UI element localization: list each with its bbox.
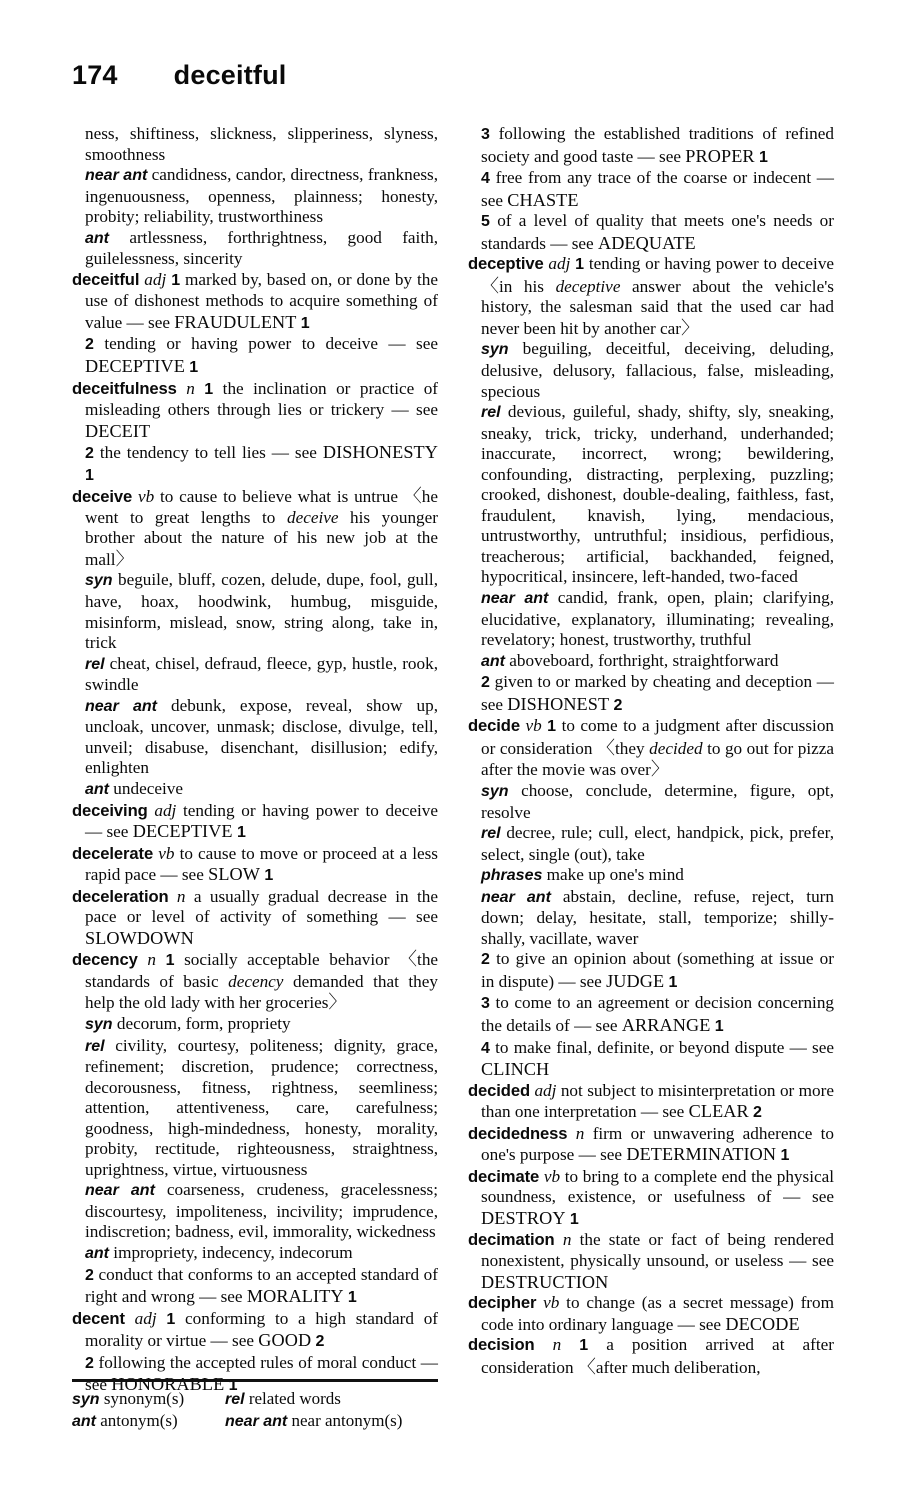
cross-reference: FRAUDULENT: [174, 311, 297, 332]
cross-reference: CLINCH: [481, 1059, 550, 1080]
sense-number: 1: [165, 952, 175, 970]
part-of-speech: vb: [158, 843, 175, 863]
headword: deceive: [72, 487, 133, 507]
cross-reference-sense-number: 1: [668, 973, 678, 991]
headword: decided: [468, 1080, 531, 1100]
entry-deceptive: deceptive adj 1 tending or having power to deceive 〈in his deceptive answer about the vehicle's history, the salesman said that the used car had never been hit by another car〉: [468, 254, 835, 338]
entry-decision: decision n 1 a position arrived at after consideration 〈after much deliberation,: [468, 1335, 835, 1377]
label-phrases: phrases: [481, 867, 543, 885]
label-near-ant: near ant: [85, 697, 157, 715]
label-line-ant: ant aboveboard, forthright, straightforward: [481, 650, 779, 670]
sense-number: 1: [547, 718, 557, 736]
label-line-syn: syn beguile, bluff, cozen, delude, dupe, fool, gull, have, hoax, hoodwink, humbug, misguide, misinform, mislead, snow, string along, take in, trick: [85, 570, 438, 653]
sense-line: 4 free from any trace of the coarse or indecent — see CHASTE: [481, 168, 834, 210]
label-near-ant: near ant: [481, 590, 549, 608]
example-open-bracket: 〈: [481, 275, 499, 296]
example-keyword: decency: [228, 971, 284, 991]
cross-reference: SLOW: [208, 864, 261, 885]
sense-line: 2 to give an opinion about (something at issue or in dispute) — see JUDGE 1: [481, 949, 834, 991]
sense-number: 2: [85, 1266, 94, 1284]
entry-decidedness: decidedness n firm or unwavering adherence to one's purpose — see DETERMINATION 1: [468, 1123, 835, 1165]
label-line-near-ant: near ant coarseness, crudeness, gracelessness; discourtesy, impoliteness, incivility; imprudence, indiscretion; badness, evil, immorality, wickedness: [85, 1180, 438, 1242]
sense-line: 2 the tendency to tell lies — see DISHONESTY 1: [85, 442, 439, 484]
label-syn: syn: [85, 1015, 113, 1033]
cross-reference: DESTRUCTION: [481, 1271, 609, 1292]
sense-number: 5: [481, 213, 490, 231]
part-of-speech: vb: [525, 716, 542, 736]
example-close-bracket: 〉: [328, 992, 347, 1013]
example-close-bracket: 〉: [650, 759, 669, 780]
legend-label: near ant: [225, 1413, 288, 1430]
entry-deceitfulness: deceitfulness n 1 the inclination or practice of misleading others through lies or trickery — see DECEIT: [72, 378, 439, 441]
entry-decided: decided adj not subject to misinterpretation or more than one interpretation — see CLEAR 2: [468, 1080, 834, 1122]
legend-cell: ant antonym(s): [72, 1411, 178, 1430]
part-of-speech: adj: [548, 254, 571, 274]
entry-decipher: decipher vb to change (as a secret message) from code into ordinary language — see DECODE: [468, 1293, 834, 1334]
sense-line: 5 of a level of quality that meets one's needs or standards — see ADEQUATE: [481, 211, 834, 253]
part-of-speech: n: [562, 1230, 572, 1250]
cross-reference: DECEIT: [85, 420, 151, 441]
headword: deceleration: [72, 886, 169, 906]
part-of-speech: n: [176, 886, 186, 906]
entry-deceitful: deceitful adj 1 marked by, based on, or done by the use of dishonest methods to acquire something of value — see FRAUDULENT 1: [72, 269, 439, 332]
label-line-rel: rel cheat, chisel, defraud, fleece, gyp, hustle, rook, swindle: [85, 653, 438, 695]
sense-number: 2: [481, 674, 490, 692]
cross-reference-sense-number: 1: [780, 1147, 790, 1165]
sense-line: 3 to come to an agreement or decision concerning the details of — see ARRANGE 1: [481, 993, 835, 1035]
sense-line: 2 tending or having power to deceive — see DECEPTIVE 1: [85, 334, 438, 377]
cross-reference-sense-number: 1: [714, 1017, 724, 1035]
entry-decelerate: decelerate vb to cause to move or proceed at a less rapid pace — see SLOW 1: [72, 843, 439, 885]
label-rel: rel: [85, 655, 105, 673]
headword: decision: [468, 1335, 535, 1355]
sense-number: 1: [166, 1310, 176, 1328]
cross-reference-sense-number: 1: [569, 1210, 579, 1228]
label-near-ant: near ant: [85, 1182, 155, 1200]
headword: deceiving: [72, 800, 148, 820]
example-open-bracket: 〈: [577, 1356, 596, 1377]
cross-reference-sense-number: 1: [85, 466, 94, 484]
continuation-line: ness, shiftiness, slickness, slipperiness, slyness, smoothness: [85, 124, 438, 164]
label-syn: syn: [481, 782, 509, 800]
entry-decent: decent adj 1 conforming to a high standard of morality or virtue — see GOOD 2: [72, 1308, 439, 1351]
label-line-rel: rel civility, courtesy, politeness; dignity, grace, refinement; discretion, prudence; correctness, decorousness, fitness, rightness, seemliness; attention, attentiveness, care, carefulness; goodness, high-mindedness, honesty, morality, probity, rectitude, righteousness, straightness, uprightness, virtue, virtuousness: [85, 1035, 438, 1179]
legend-row: [72, 1388, 444, 1410]
label-rel: rel: [481, 825, 501, 843]
sense-number: 2: [85, 445, 94, 463]
part-of-speech: adj: [134, 1308, 157, 1328]
legend-label: syn: [72, 1391, 100, 1408]
running-head: [72, 58, 844, 102]
example-keyword: decided: [649, 738, 703, 758]
example-close-bracket: 〉: [680, 317, 699, 338]
column-right: [468, 124, 834, 1378]
part-of-speech: adj: [534, 1080, 557, 1100]
cross-reference: DECEPTIVE: [132, 821, 233, 842]
entry-decimation: decimation n the state or fact of being rendered nonexistent, physically unsound, or useless — see DESTRUCTION: [468, 1230, 835, 1292]
sense-number: 2: [85, 1354, 94, 1372]
sense-line: 3 following the established traditions of refined society and good taste — see PROPER 1: [481, 124, 834, 166]
label-line-near-ant: near ant candidness, candor, directness, frankness, ingenuousness, openness, plainness; honesty, probity; reliability, trustworthiness: [85, 165, 438, 227]
label-rel: rel: [85, 1037, 105, 1055]
column-left: [72, 124, 438, 1397]
cross-reference-sense-number: 1: [236, 824, 246, 842]
headword: deceptive: [468, 254, 544, 274]
label-line-syn: syn choose, conclude, determine, figure, opt, resolve: [481, 780, 834, 822]
label-line-syn: syn decorum, form, propriety: [85, 1013, 291, 1033]
example-keyword: deceive: [286, 507, 339, 527]
cross-reference-sense-number: 1: [347, 1289, 357, 1307]
cross-reference: DECODE: [725, 1313, 800, 1334]
label-line-phrases: phrases make up one's mind: [481, 865, 684, 885]
legend-cell: rel related words: [225, 1389, 341, 1408]
label-line-ant: ant impropriety, indecency, indecorum: [85, 1242, 353, 1262]
entry-deceive: deceive vb to cause to believe what is untrue 〈he went to great lengths to deceive his younger brother about the nature of his new job at the mall〉: [72, 486, 438, 569]
headword: deceitfulness: [72, 378, 177, 398]
legend-cell: syn synonym(s): [72, 1389, 185, 1408]
sense-number: 1: [579, 1337, 589, 1355]
headword: decelerate: [72, 843, 154, 863]
label-line-near-ant: near ant candid, frank, open, plain; clarifying, elucidative, explanatory, illuminating; revealing, revelatory; honest, trustworthy, truthful: [481, 588, 834, 650]
label-syn: syn: [85, 572, 113, 590]
cross-reference: DETERMINATION: [626, 1144, 777, 1165]
sense-line: 2 given to or marked by cheating and deception — see DISHONEST 2: [481, 672, 834, 714]
cross-reference: CLEAR: [688, 1101, 749, 1122]
headword: decency: [72, 950, 138, 970]
label-ant: ant: [85, 780, 109, 798]
legend-cell: near ant near antonym(s): [225, 1411, 403, 1430]
example-keyword: deceptive: [555, 276, 621, 296]
example-open-bracket: 〈: [403, 486, 422, 507]
entry-deceleration: deceleration n a usually gradual decrease in the pace or level of activity of something — see SLOWDOWN: [72, 886, 438, 948]
label-rel: rel: [481, 404, 501, 422]
sense-line: 2 conduct that conforms to an accepted standard of right and wrong — see MORALITY 1: [85, 1264, 438, 1307]
cross-reference-sense-number: 2: [753, 1104, 762, 1122]
label-ant: ant: [85, 1244, 109, 1262]
sense-line: 2 following the accepted rules of moral conduct — see HONORABLE 1: [85, 1352, 438, 1395]
cross-reference: DISHONEST: [507, 693, 610, 714]
sense-number: 1: [204, 380, 214, 398]
cross-reference-sense-number: 1: [228, 1377, 238, 1395]
sense-number: 1: [171, 271, 181, 289]
cross-reference: ADEQUATE: [597, 232, 696, 253]
part-of-speech: adj: [144, 269, 167, 289]
label-line-rel: rel decree, rule; cull, elect, handpick, pick, prefer, select, single (out), take: [481, 823, 834, 864]
cross-reference: JUDGE: [606, 970, 665, 991]
cross-reference: DISHONESTY: [322, 442, 439, 463]
sense-line: 4 to make final, definite, or beyond dispute — see CLINCH: [481, 1037, 834, 1080]
label-line-near-ant: near ant abstain, decline, refuse, reject, turn down; delay, hesitate, stall, temporize; shilly-shally, vacillate, waver: [481, 886, 834, 948]
headword: decipher: [468, 1293, 537, 1313]
label-near-ant: near ant: [481, 888, 551, 906]
cross-reference-sense-number: 1: [758, 148, 768, 166]
label-ant: ant: [85, 229, 109, 247]
part-of-speech: vb: [543, 1166, 561, 1186]
entry-decimate: decimate vb to bring to a complete end the physical soundness, existence, or usefulness of — see DESTROY 1: [468, 1166, 835, 1228]
headword: decide: [468, 716, 520, 736]
part-of-speech: n: [147, 950, 156, 970]
label-line-near-ant: near ant debunk, expose, reveal, show up, uncloak, uncover, unmask; disclose, divulge, tell, unveil; disabuse, disenchant, disillusion; edify, enlighten: [85, 695, 439, 778]
headword: decimate: [468, 1166, 540, 1186]
cross-reference: DECEPTIVE: [85, 356, 185, 377]
cross-reference-sense-number: 2: [613, 696, 623, 714]
label-near-ant: near ant: [85, 167, 148, 185]
cross-reference-sense-number: 1: [300, 314, 310, 332]
part-of-speech: vb: [543, 1293, 560, 1313]
page-number: 174: [72, 60, 118, 90]
headword: decimation: [468, 1230, 555, 1250]
entry-decide: decide vb 1 to come to a judgment after discussion or consideration 〈they decided to go out for pizza after the movie was over〉: [468, 716, 835, 780]
entry-deceiving: deceiving adj tending or having power to deceive — see DECEPTIVE 1: [72, 800, 438, 842]
cross-reference-sense-number: 1: [189, 359, 199, 377]
cross-reference: HONORABLE: [111, 1374, 225, 1395]
headword: decidedness: [468, 1123, 568, 1143]
label-syn: syn: [481, 341, 509, 359]
part-of-speech: n: [552, 1335, 562, 1355]
headword: deceitful: [72, 269, 140, 289]
part-of-speech: n: [575, 1123, 585, 1143]
headword: decent: [72, 1308, 125, 1328]
running-headword: deceitful: [173, 60, 287, 90]
example-open-bracket: 〈: [596, 737, 615, 758]
entry-decency: decency n 1 socially acceptable behavior 〈the standards of basic decency demanded that they help the old lady with her groceries〉: [72, 949, 439, 1013]
sense-number: 3: [481, 126, 490, 143]
legend-label: rel: [225, 1391, 245, 1408]
cross-reference: GOOD: [258, 1330, 312, 1351]
cross-reference: SLOWDOWN: [85, 927, 194, 948]
sense-number: 1: [575, 256, 585, 274]
sense-number: 2: [481, 951, 490, 969]
part-of-speech: n: [186, 378, 195, 398]
sense-number: 4: [481, 170, 490, 188]
cross-reference-sense-number: 1: [264, 867, 274, 885]
cross-reference-sense-number: 2: [315, 1333, 325, 1351]
cross-reference: ARRANGE: [621, 1014, 711, 1035]
part-of-speech: vb: [137, 487, 155, 507]
label-line-rel: rel devious, guileful, shady, shifty, sly, sneaking, sneaky, trick, tricky, underhand, underhanded; inaccurate, incorrect, wrong; bewildering, confounding, distracting, perplexing, puzzling; crooked, dishonest, double-dealing, faithless, fast, fraudulent, knavish, lying, mendacious, untrustworthy, untruthful; insidious, perfidious, treacherous; artificial, backhanded, feigned, hypocritical, insincere, left-handed, two-faced: [481, 402, 834, 587]
cross-reference: MORALITY: [246, 1286, 344, 1307]
legend-row: [72, 1410, 444, 1432]
sense-number: 3: [481, 995, 490, 1013]
abbreviation-legend: [72, 1388, 444, 1432]
legend-divider: [72, 1379, 438, 1382]
example-close-bracket: 〉: [115, 548, 134, 569]
sense-number: 2: [85, 336, 94, 354]
label-line-ant: ant undeceive: [85, 778, 183, 798]
label-ant: ant: [481, 652, 505, 670]
legend-label: ant: [72, 1413, 96, 1430]
label-line-ant: ant artlessness, forthrightness, good faith, guilelessness, sincerity: [85, 227, 438, 269]
cross-reference: DESTROY: [481, 1207, 566, 1228]
cross-reference: PROPER: [685, 145, 755, 166]
cross-reference: CHASTE: [507, 189, 579, 210]
part-of-speech: adj: [154, 800, 177, 820]
example-open-bracket: 〈: [399, 949, 418, 970]
label-line-syn: syn beguiling, deceitful, deceiving, deluding, delusive, delusory, fallacious, false, misleading, specious: [481, 339, 834, 401]
sense-number: 4: [481, 1039, 490, 1057]
